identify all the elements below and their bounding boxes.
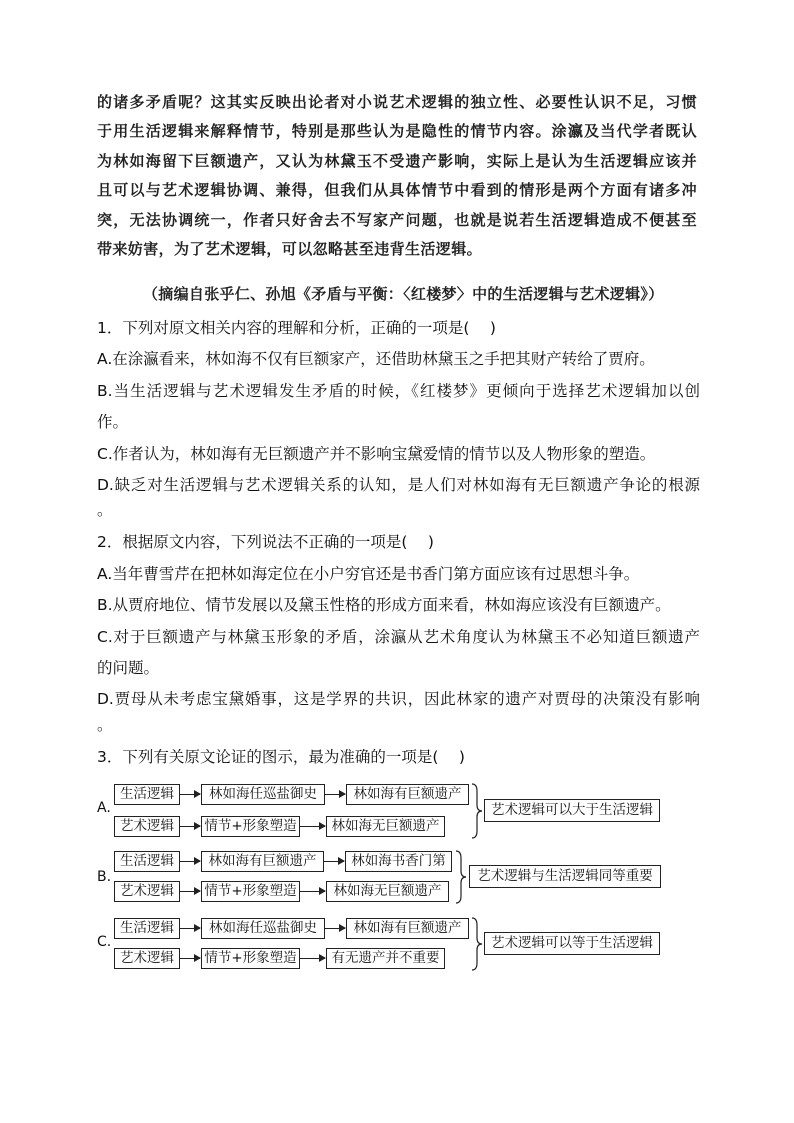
arrow-icon	[180, 958, 200, 959]
diagram-result-box: 艺术逻辑可以等于生活逻辑	[484, 932, 660, 955]
diagram-box: 林如海无巨额遗产	[326, 816, 445, 837]
arrow-icon	[180, 861, 200, 862]
diagram-box: 林如海有巨额遗产	[346, 918, 469, 939]
diagram-box: 林如海任巡盐御史	[201, 918, 325, 939]
question-3-stem: 3．下列有关原文论证的图示，最为准确的一项是( )	[97, 747, 465, 766]
diagram-box: 林如海有巨额遗产	[346, 784, 469, 805]
diagram-result-box: 艺术逻辑可以大于生活逻辑	[484, 799, 660, 822]
passage-line: 为林如海留下巨额遗产，又认为林黛玉不受遗产影响，实际上是认为生活逻辑应该并	[97, 151, 697, 170]
question-2-option-c: C.对于巨额遗产与林黛玉形象的矛盾，涂瀛从艺术角度认为林黛玉不必知道巨额遗产	[97, 627, 700, 646]
arrow-icon	[325, 928, 345, 929]
arrow-icon	[300, 891, 325, 892]
arrow-icon	[324, 861, 344, 862]
question-2-option-d-cont: 。	[97, 715, 113, 734]
question-2-option-c-cont: 的问题。	[97, 658, 160, 677]
diagram-box: 生活逻辑	[114, 918, 180, 939]
source-citation: （摘编自张乎仁、孙旭《矛盾与平衡：〈红楼梦〉中的生活逻辑与艺术逻辑》）	[143, 285, 664, 303]
question-1-option-d: D.缺乏对生活逻辑与艺术逻辑关系的认知，是人们对林如海有无巨额遗产争论的根源	[97, 475, 700, 494]
question-2-stem: 2．根据原文内容，下列说法不正确的一项是( )	[97, 533, 434, 552]
diagram-letter: B.	[97, 869, 112, 885]
question-2-option-b: B.从贾府地位、情节发展以及黛玉性格的形成方面来看，林如海应该没有巨额遗产。	[97, 596, 671, 615]
diagram-box: 生活逻辑	[114, 851, 180, 872]
diagram-box: 林如海无巨额遗产	[326, 881, 449, 902]
diagram-box: 情节+形象塑造	[201, 816, 300, 837]
question-1-option-d-cont: 。	[97, 501, 113, 520]
diagram-box: 情节+形象塑造	[201, 948, 300, 969]
question-1-option-b-cont: 作。	[97, 413, 129, 432]
passage-line: 且可以与艺术逻辑协调、兼得，但我们从具体情节中看到的情形是两个方面有诸多冲	[97, 181, 697, 200]
arrow-icon	[180, 794, 200, 795]
brace-icon	[471, 783, 483, 839]
diagram-box: 有无遗产并不重要	[326, 948, 445, 969]
question-1-option-a: A.在涂瀛看来，林如海不仅有巨额家产，还借助林黛玉之手把其财产转给了贾府。	[97, 350, 655, 369]
brace-icon	[455, 850, 467, 904]
diagram-option-c	[97, 917, 697, 971]
question-1-option-c: C.作者认为，林如海有无巨额遗产并不影响宝黛爱情的情节以及人物形象的塑造。	[97, 444, 656, 463]
arrow-icon	[300, 958, 325, 959]
questions	[97, 313, 700, 773]
passage-line: 带来妨害，为了艺术逻辑，可以忽略甚至违背生活逻辑。	[97, 239, 483, 258]
arrow-icon	[325, 794, 345, 795]
diagram-box: 林如海书香门第	[345, 851, 452, 872]
diagram-box: 艺术逻辑	[114, 948, 180, 969]
passage-line: 于用生活逻辑来解释情节，特别是那些认为是隐性的情节内容。涂瀛及当代学者既认	[97, 122, 697, 141]
brace-icon	[471, 917, 483, 971]
arrow-icon	[180, 826, 200, 827]
passage-line: 突，无法协调统一，作者只好舍去不写家产问题，也就是说若生活逻辑造成不便甚至	[97, 210, 697, 229]
arrow-icon	[180, 891, 200, 892]
diagram-box: 艺术逻辑	[114, 816, 180, 837]
question-1-stem: 1．下列对原文相关内容的理解和分析，正确的一项是( )	[97, 319, 496, 337]
arrow-icon	[300, 826, 325, 827]
diagram-result-box: 艺术逻辑与生活逻辑同等重要	[469, 865, 661, 888]
question-2-option-d: D.贾母从未考虑宝黛婚事，这是学界的共识，因此林家的遗产对贾母的决策没有影响	[97, 690, 700, 709]
passage-text	[97, 88, 697, 264]
passage-line: 的诸多矛盾呢？这其实反映出论者对小说艺术逻辑的独立性、必要性认识不足，习惯	[97, 93, 697, 111]
question-2-option-a: A.当年曹雪芹在把林如海定位在小户穷官还是书香门第方面应该有过思想斗争。	[97, 564, 640, 583]
diagram-box: 林如海任巡盐御史	[201, 784, 325, 805]
diagram-letter: A.	[97, 800, 111, 816]
diagram-box: 林如海有巨额遗产	[201, 851, 324, 872]
diagram-letter: C.	[97, 934, 112, 950]
diagram-box: 艺术逻辑	[114, 881, 180, 902]
question-1-option-b: B.当生活逻辑与艺术逻辑发生矛盾的时候，《红楼梦》更倾向于选择艺术逻辑加以创	[97, 381, 700, 400]
diagram-box: 生活逻辑	[114, 784, 180, 805]
diagram-option-a	[97, 783, 697, 837]
diagram-option-b	[97, 850, 697, 904]
arrow-icon	[180, 928, 200, 929]
diagram-box: 情节+形象塑造	[201, 881, 300, 902]
